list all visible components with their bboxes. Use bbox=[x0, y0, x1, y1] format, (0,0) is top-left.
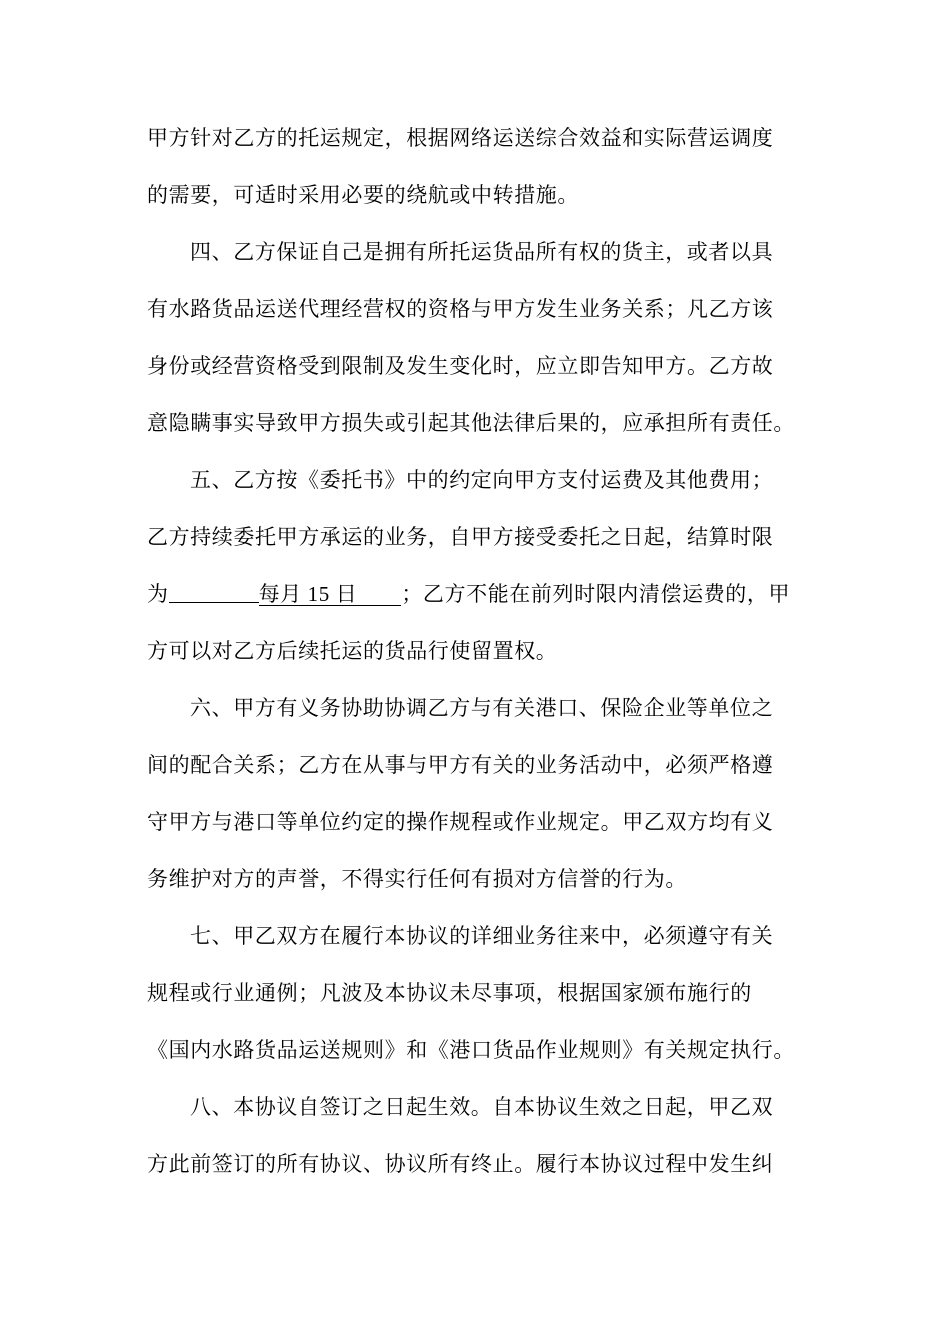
paragraph-line: 方可以对乙方后续托运的货品行使留置权。 bbox=[147, 639, 558, 663]
paragraph-line: 意隐瞒事实导致甲方损失或引起其他法律后果的，应承担所有责任。 bbox=[147, 411, 795, 435]
settlement-period-line bbox=[147, 574, 807, 614]
clause-6-line: 六、甲方有义务协助协调乙方与有关港口、保险企业等单位之 bbox=[190, 696, 774, 720]
paragraph-line: 甲方针对乙方的托运规定，根据网络运送综合效益和实际营运调度 bbox=[147, 126, 774, 150]
paragraph-line: 《国内水路货品运送规则》和《港口货品作业规则》有关规定执行。 bbox=[147, 1038, 795, 1062]
paragraph-line: 身份或经营资格受到限制及发生变化时，应立即告知甲方。乙方故 bbox=[147, 354, 774, 378]
clause-7-line: 七、甲乙双方在履行本协议的详细业务往来中，必须遵守有关 bbox=[190, 924, 774, 948]
clause-5-line: 五、乙方按《委托书》中的约定向甲方支付运费及其他费用； bbox=[190, 468, 774, 492]
paragraph-line: 务维护对方的声誉，不得实行任何有损对方信誉的行为。 bbox=[147, 867, 687, 891]
settlement-period-field: 每月 15 日 bbox=[259, 583, 402, 606]
paragraph-line: 方此前签订的所有协议、协议所有终止。履行本协议过程中发生纠 bbox=[147, 1152, 774, 1176]
clause-4-line: 四、乙方保证自己是拥有所托运货品所有权的货主，或者以具 bbox=[190, 240, 774, 264]
settlement-suffix: ；乙方不能在前列时限内清偿运费的，甲 bbox=[401, 582, 791, 606]
paragraph-line: 规程或行业通例；凡波及本协议未尽事项，根据国家颁布施行的 bbox=[147, 981, 752, 1005]
paragraph-line: 间的配合关系；乙方在从事与甲方有关的业务活动中，必须严格遵 bbox=[147, 753, 774, 777]
paragraph-line: 有水路货品运送代理经营权的资格与甲方发生业务关系；凡乙方该 bbox=[147, 297, 774, 321]
paragraph-line: 守甲方与港口等单位约定的操作规程或作业规定。甲乙双方均有义 bbox=[147, 810, 774, 834]
clause-8-line: 八、本协议自签订之日起生效。自本协议生效之日起，甲乙双 bbox=[190, 1095, 774, 1119]
paragraph-line: 的需要，可适时采用必要的绕航或中转措施。 bbox=[147, 183, 579, 207]
paragraph-line: 乙方持续委托甲方承运的业务，自甲方接受委托之日起，结算时限 bbox=[147, 525, 774, 549]
underline-blank bbox=[169, 582, 259, 603]
settlement-prefix: 为 bbox=[147, 582, 169, 606]
